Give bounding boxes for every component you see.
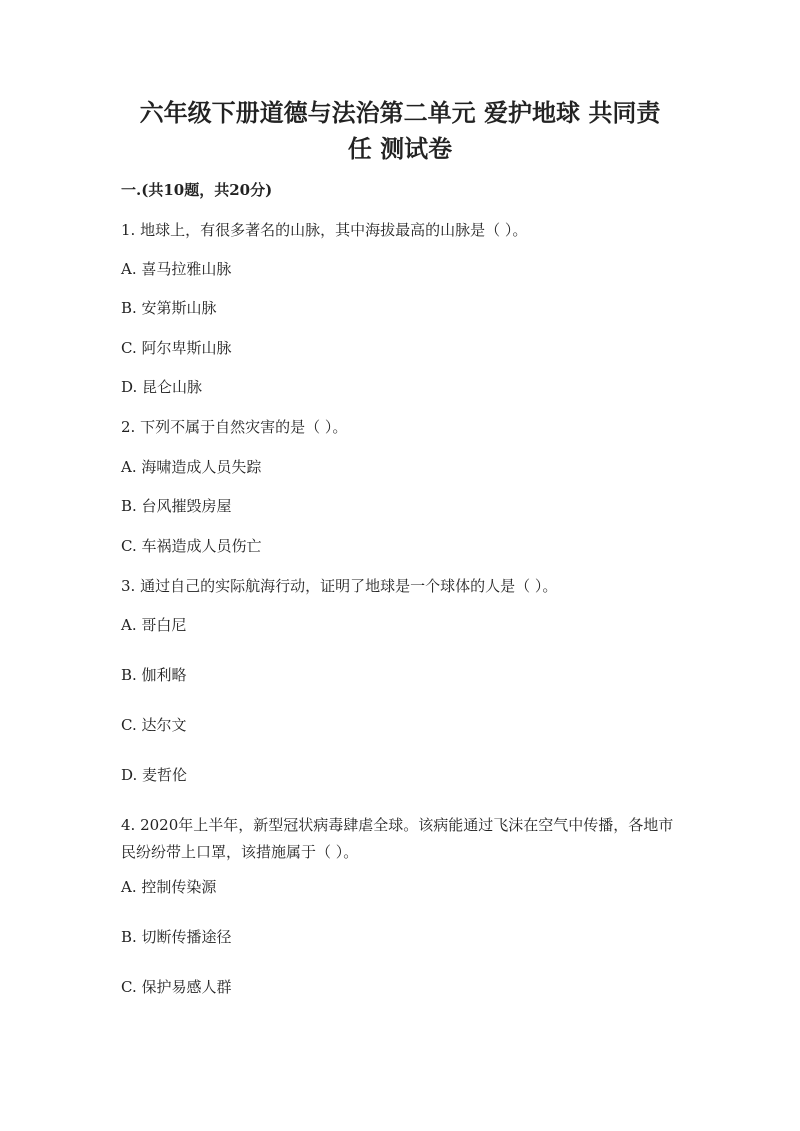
question-1-option-c: C. 阿尔卑斯山脉 <box>121 339 232 357</box>
document-title <box>100 95 700 167</box>
question-3-option-c: C. 达尔文 <box>121 716 187 734</box>
question-2-option-a: A. 海啸造成人员失踪 <box>121 458 262 476</box>
section-heading: 一.(共10题，共20分) <box>121 181 273 199</box>
question-2-stem: 2. 下列不属于自然灾害的是（ ）。 <box>121 418 348 436</box>
question-4-option-b: B. 切断传播途径 <box>121 928 232 946</box>
title-line-1: 六年级下册道德与法治第二单元 爱护地球 共同责 <box>139 98 661 127</box>
question-4-stem: 4. 2020年上半年，新型冠状病毒肆虐全球。该病能通过飞沫在空气中传播，各地市民纷纷带上口罩，该措施属于（ ）。 <box>121 816 674 861</box>
question-1-option-d: D. 昆仑山脉 <box>121 378 203 396</box>
question-3-option-d: D. 麦哲伦 <box>121 766 188 784</box>
question-1-option-a: A. 喜马拉雅山脉 <box>121 260 232 278</box>
question-2-option-b: B. 台风摧毁房屋 <box>121 497 232 515</box>
question-1-option-b: B. 安第斯山脉 <box>121 299 217 317</box>
question-2-option-c: C. 车祸造成人员伤亡 <box>121 537 262 555</box>
question-3-option-a: A. 哥白尼 <box>121 616 187 634</box>
question-1-stem: 1. 地球上，有很多著名的山脉，其中海拔最高的山脉是（ ）。 <box>121 221 528 239</box>
question-3-stem: 3. 通过自己的实际航海行动，证明了地球是一个球体的人是（ ）。 <box>121 577 558 595</box>
question-4-option-a: A. 控制传染源 <box>121 878 217 896</box>
title-line-2: 任 测试卷 <box>347 134 453 163</box>
question-4-option-c: C. 保护易感人群 <box>121 978 232 996</box>
question-3-option-b: B. 伽利略 <box>121 666 187 684</box>
